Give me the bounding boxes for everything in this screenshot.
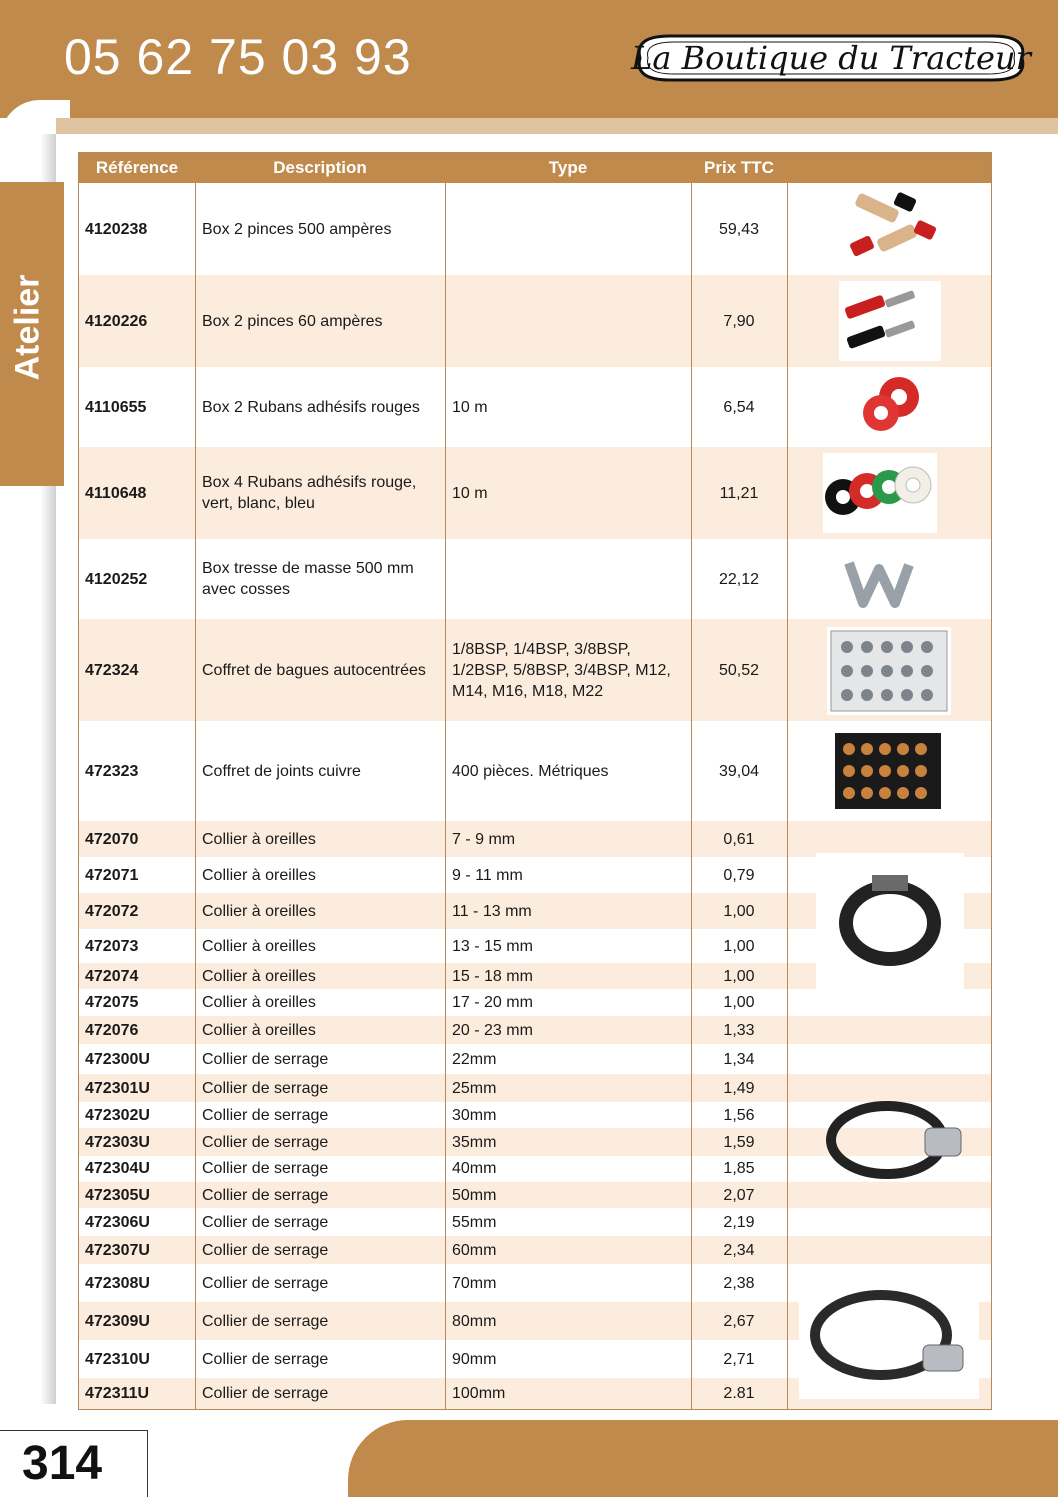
type-cell: 90mm: [452, 1350, 497, 1368]
ref-cell: 472070: [85, 830, 139, 848]
type-cell: 100mm: [452, 1385, 506, 1402]
copper-seal-box-icon: [833, 731, 943, 811]
footer-band: [348, 1420, 1058, 1497]
type-cell: 10 m: [452, 398, 488, 416]
type-cell: [445, 183, 691, 275]
description-cell: Collier de serrage: [202, 1050, 329, 1068]
type-cell: 70mm: [452, 1274, 497, 1292]
price-cell: 7,90: [723, 312, 755, 330]
col-header-desc: Description: [273, 158, 367, 177]
ref-cell: 472307U: [85, 1241, 150, 1259]
clamp-pair-60a-icon: [839, 281, 941, 361]
ref-cell: 472301U: [85, 1079, 150, 1097]
type-cell: 35mm: [452, 1133, 497, 1151]
type-cell: 17 - 20 mm: [452, 994, 533, 1011]
type-cell: 55mm: [452, 1213, 497, 1231]
hose-clamp-large-icon: [799, 1275, 979, 1399]
ref-cell: 4110648: [85, 484, 147, 502]
type-cell: 40mm: [452, 1159, 497, 1177]
section-tab-label: [4, 192, 52, 462]
price-cell: 2,07: [723, 1186, 755, 1204]
type-cell: [445, 275, 691, 367]
description-cell: Box 2 pinces 500 ampères: [202, 220, 392, 238]
ref-cell: 472074: [85, 967, 139, 985]
price-cell: 22,12: [718, 570, 760, 588]
price-cell: 59,43: [718, 220, 760, 238]
ref-cell: 472300U: [85, 1050, 150, 1068]
description-cell: Collier à oreilles: [202, 830, 316, 848]
col-divider: [195, 183, 196, 1409]
price-cell: 1,00: [723, 902, 755, 920]
description-cell: Collier à oreilles: [202, 994, 316, 1011]
ref-cell: 4120238: [85, 220, 148, 238]
description-cell: Collier de serrage: [202, 1213, 329, 1231]
description-cell: Collier de serrage: [202, 1079, 329, 1097]
description-cell: Collier de serrage: [202, 1350, 329, 1368]
description-cell: Box 2 pinces 60 ampères: [202, 312, 383, 330]
type-cell: 11 - 13 mm: [452, 902, 532, 920]
red-tape-rolls-icon: [857, 371, 927, 437]
type-cell: 15 - 18 mm: [452, 967, 533, 985]
table-row: [79, 367, 991, 447]
col-divider: [445, 183, 446, 1409]
table-row: [79, 821, 991, 857]
price-cell: 2,34: [723, 1241, 755, 1259]
col-header-type: Type: [548, 158, 588, 177]
ref-cell: 4120226: [85, 312, 148, 330]
description-cell: Collier à oreilles: [202, 1021, 316, 1039]
price-cell: 1,00: [723, 937, 755, 955]
ring-assortment-box-icon: [827, 627, 951, 715]
ref-cell: 472304U: [85, 1159, 150, 1177]
description-cell: Collier de serrage: [202, 1159, 329, 1177]
price-cell: 1,33: [723, 1021, 755, 1039]
description-cell: Collier de serrage: [202, 1312, 329, 1330]
ref-cell: 472305U: [85, 1186, 150, 1204]
ref-cell: 472075: [85, 994, 139, 1011]
ear-clamp-icon: [816, 853, 964, 989]
price-cell: 50,52: [718, 661, 760, 679]
type-cell: 25mm: [452, 1079, 497, 1097]
type-cell: 10 m: [452, 484, 488, 502]
type-cell: 13 - 15 mm: [452, 937, 533, 955]
ref-cell: 472323: [85, 762, 139, 780]
price-cell: 0,61: [723, 830, 755, 848]
type-cell: 60mm: [452, 1241, 497, 1259]
brand-name: La Boutique du Tracteur: [631, 39, 1031, 77]
ref-cell: 472071: [85, 866, 139, 884]
description-cell: Box 2 Rubans adhésifs rouges: [202, 398, 420, 416]
description-cell: Collier de serrage: [202, 1106, 329, 1124]
table-row: [79, 1044, 991, 1074]
ref-cell: 472072: [85, 902, 139, 920]
ref-cell: 472076: [85, 1021, 139, 1039]
table-row: [79, 1236, 991, 1264]
ref-cell: 472306U: [85, 1213, 150, 1231]
price-cell: 1,49: [723, 1079, 755, 1097]
description-cell: Collier à oreilles: [202, 937, 316, 955]
product-table: [78, 152, 992, 1410]
ground-strap-icon: [843, 551, 917, 611]
price-cell: 1,00: [723, 994, 755, 1011]
ref-cell: 472310U: [85, 1350, 150, 1368]
price-cell: 2,19: [723, 1213, 755, 1231]
description-cell: Collier de serrage: [202, 1133, 329, 1151]
hose-clamp-icon: [819, 1088, 969, 1192]
ref-cell: 4120252: [85, 570, 148, 588]
brand-logo: [630, 26, 1032, 90]
type-cell: 50mm: [452, 1186, 497, 1204]
ref-cell: 4110655: [85, 398, 147, 416]
description-cell: Collier de serrage: [202, 1241, 329, 1259]
price-cell: 1,34: [723, 1050, 755, 1068]
type-cell: 80mm: [452, 1312, 497, 1330]
price-cell: 1,56: [723, 1106, 755, 1124]
price-cell: 11,21: [719, 484, 759, 502]
type-cell: 22mm: [452, 1050, 497, 1068]
col-header-ref: Référence: [95, 158, 179, 177]
ref-cell: 472303U: [85, 1133, 150, 1151]
phone-number[interactable]: 05 62 75 03 93: [64, 29, 412, 85]
type-cell: 400 pièces. Métriques: [452, 762, 609, 780]
table-row: [79, 1016, 991, 1044]
description-cell: Coffret de joints cuivre: [202, 762, 361, 780]
price-cell: 39,04: [718, 762, 760, 780]
description-cell: Collier de serrage: [202, 1385, 329, 1402]
color-tape-rolls-icon: [823, 453, 937, 533]
ref-cell: 472308U: [85, 1274, 150, 1292]
banner-stripe: [56, 118, 1058, 134]
price-cell: 1,59: [723, 1133, 755, 1151]
type-cell: 1/8BSP, 1/4BSP, 3/8BSP, 1/2BSP, 5/8BSP, 3/4BSP, M12, M14, M16, M18, M22: [452, 640, 671, 700]
table-header: [79, 153, 991, 183]
ref-cell: 472309U: [85, 1312, 150, 1330]
type-cell: 7 - 9 mm: [452, 830, 516, 848]
price-cell: 6,54: [723, 398, 755, 416]
description-cell: Collier à oreilles: [202, 967, 316, 985]
page-number: 314: [22, 1437, 103, 1490]
ref-cell: 472324: [85, 661, 139, 679]
description-cell: Coffret de bagues autocentrées: [202, 661, 426, 679]
table-row: [79, 1208, 991, 1236]
ref-cell: 472073: [85, 937, 139, 955]
type-cell: 20 - 23 mm: [452, 1021, 533, 1039]
description-cell: Collier à oreilles: [202, 902, 316, 920]
description-cell: Collier à oreilles: [202, 866, 316, 884]
price-cell: 1,85: [723, 1159, 755, 1177]
section-tab-text: Atelier: [8, 274, 47, 380]
type-cell: 30mm: [452, 1106, 497, 1124]
type-cell: 9 - 11 mm: [452, 866, 523, 884]
price-cell: 2,38: [723, 1274, 755, 1292]
price-cell: 2,71: [723, 1350, 755, 1368]
clamp-pair-500a-icon: [837, 183, 947, 271]
ref-cell: 472311U: [85, 1385, 150, 1402]
col-header-price: Prix TTC: [704, 158, 774, 177]
col-header-image: [787, 153, 991, 183]
description-cell: Box 4 Rubans adhésifs rouge, vert, blanc, bleu: [202, 474, 417, 512]
col-divider: [691, 183, 692, 1409]
price-cell: 0,79: [723, 866, 755, 884]
description-cell: Collier de serrage: [202, 1274, 329, 1292]
description-cell: Collier de serrage: [202, 1186, 329, 1204]
ref-cell: 472302U: [85, 1106, 150, 1124]
table-row: [79, 989, 991, 1016]
type-cell: [445, 539, 691, 619]
price-cell: 2.81: [723, 1385, 755, 1402]
col-divider: [787, 183, 788, 1409]
description-cell: Box tresse de masse 500 mm avec cosses: [202, 560, 414, 598]
price-cell: 1,00: [723, 967, 755, 985]
price-cell: 2,67: [723, 1312, 755, 1330]
